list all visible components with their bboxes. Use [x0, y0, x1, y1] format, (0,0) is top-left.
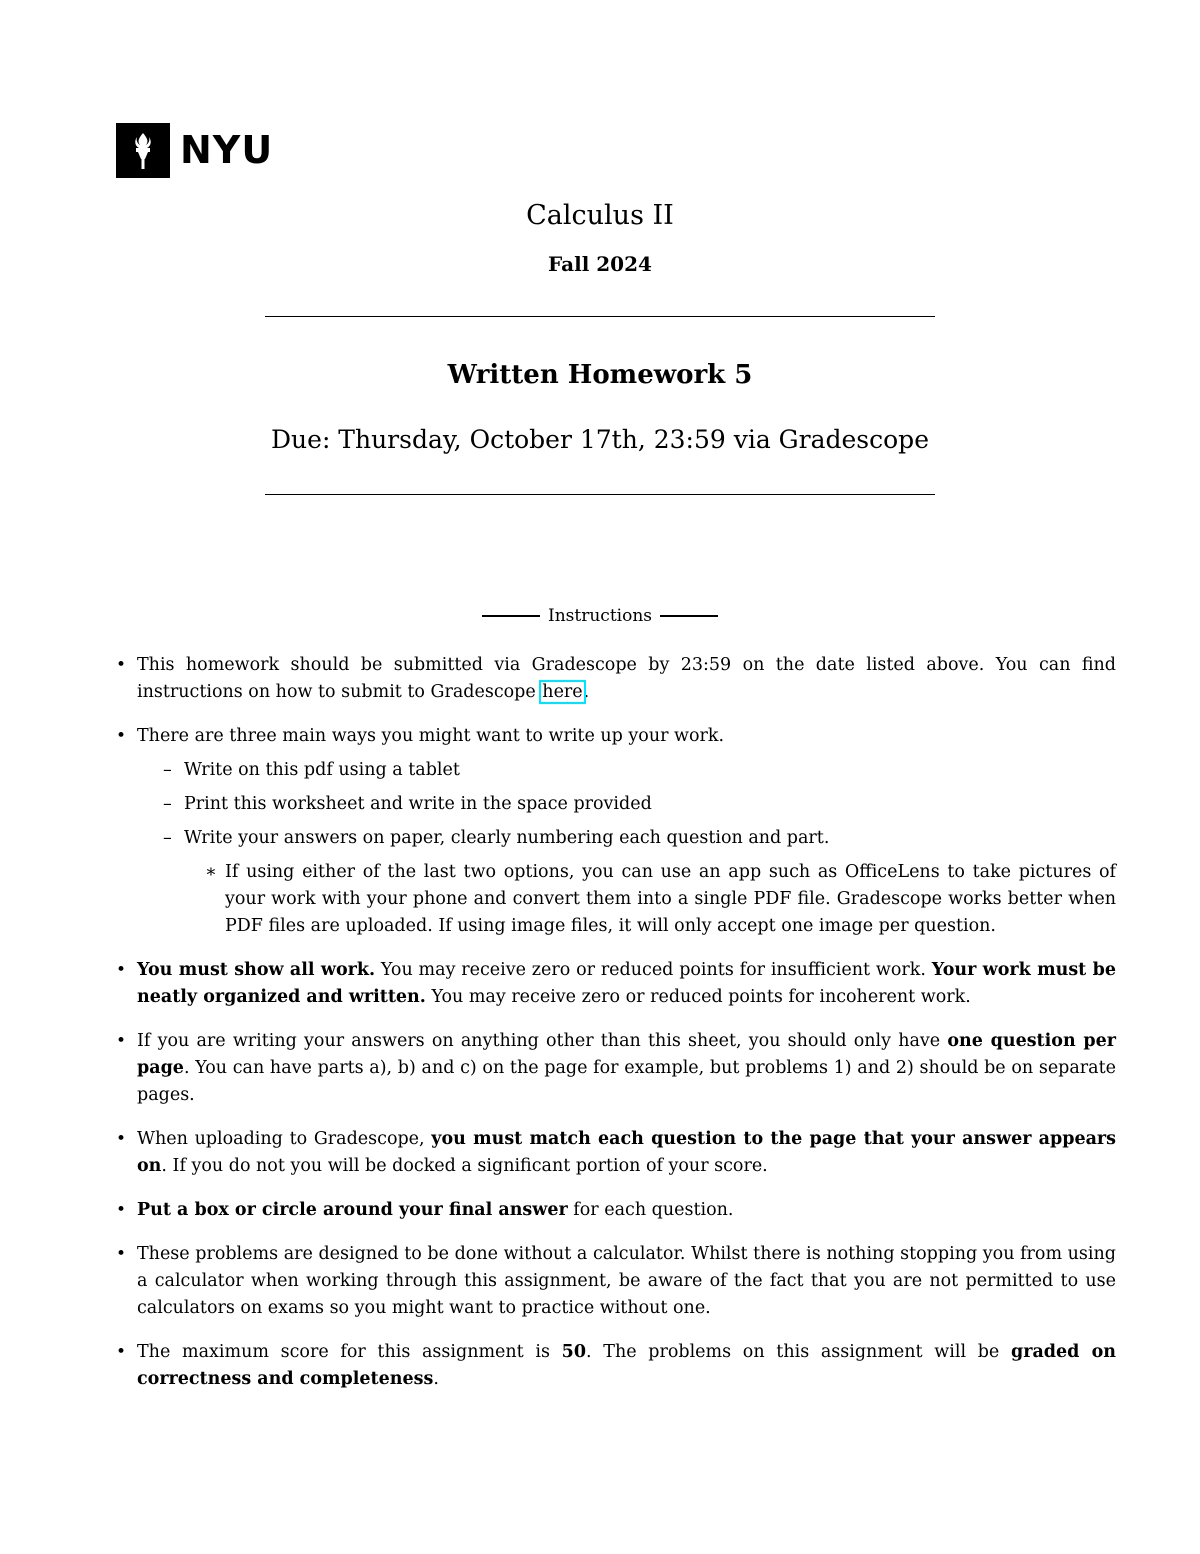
- emphasis-text: Your work must be neatly organized and written.: [137, 960, 1116, 1007]
- item-text: . The problems on this assignment will be: [586, 1342, 1011, 1362]
- instructions-list: [116, 652, 1116, 1410]
- item-text: This homework should be submitted via Gradescope by 23:59 on the date listed above. You can find instructions on how to submit to Gradescope: [137, 655, 1116, 702]
- item-text: . You can have parts a), b) and c) on the page for example, but problems 1) and 2) should be on separate pages.: [137, 1058, 1116, 1105]
- bullet-icon: •: [116, 655, 127, 675]
- bullet-icon: •: [116, 1244, 127, 1264]
- list-item: [116, 957, 1116, 1011]
- gradescope-instructions-link[interactable]: here: [542, 682, 583, 702]
- list-item: [116, 652, 1116, 706]
- dash-icon: –: [163, 794, 172, 814]
- term-label: Fall 2024: [548, 252, 652, 276]
- list-item: [116, 723, 1116, 940]
- divider-top: [265, 316, 935, 317]
- instructions-heading-text: Instructions: [548, 606, 652, 626]
- list-item: [116, 1028, 1116, 1109]
- assignment-title: Written Homework 5: [447, 360, 753, 390]
- list-item: [116, 1241, 1116, 1322]
- list-item: [116, 1339, 1116, 1393]
- emphasis-text: 50: [561, 1342, 587, 1362]
- bullet-icon: •: [116, 726, 127, 746]
- emphasis-text: Put a box or circle around your final answer: [137, 1200, 568, 1220]
- sub-sub-item-text: If using either of the last two options, you can use an app such as OfficeLens to take pictures of your work with your phone and convert them into a single PDF file. Gradescope works better when PDF files are uploaded. If using image files, it will only accept one image per question.: [225, 862, 1116, 936]
- sub-item-text: Print this worksheet and write in the space provided: [184, 794, 652, 814]
- emphasis-text: you must match each question to the page that your answer appears on: [137, 1129, 1116, 1176]
- bullet-icon: •: [116, 1129, 127, 1149]
- sub-item: [137, 825, 1116, 852]
- item-text: . If you do not you will be docked a significant portion of your score.: [161, 1156, 768, 1176]
- bullet-icon: •: [116, 1031, 127, 1051]
- sub-item-text: Write your answers on paper, clearly numbering each question and part.: [184, 828, 830, 848]
- divider-bottom: [265, 494, 935, 495]
- sub-item: [137, 757, 1116, 784]
- item-text: You may receive zero or reduced points for insufficient work.: [375, 960, 932, 980]
- heading-rule-right: [660, 615, 718, 617]
- due-date: Due: Thursday, October 17th, 23:59 via Gradescope: [271, 425, 929, 454]
- sub-sub-item: [137, 859, 1116, 940]
- sub-item: [137, 791, 1116, 818]
- bullet-icon: •: [116, 1342, 127, 1362]
- logo-text: NYU: [180, 128, 274, 172]
- list-item: [116, 1197, 1116, 1224]
- emphasis-text: You must show all work.: [137, 960, 376, 980]
- heading-rule-left: [482, 615, 540, 617]
- item-text: for each question.: [567, 1200, 734, 1220]
- item-text: When uploading to Gradescope,: [137, 1129, 432, 1149]
- dash-icon: –: [163, 828, 172, 848]
- nyu-logo: [116, 123, 273, 178]
- emphasis-text: graded on correctness and completeness: [137, 1342, 1117, 1389]
- bullet-icon: •: [116, 1200, 127, 1220]
- item-text: These problems are designed to be done without a calculator. Whilst there is nothing stopping you from using a calculator when working through this assignment, be aware of the fact that you are not permitted to use calculators on exams so you might want to practice without one.: [137, 1244, 1116, 1318]
- item-text: You may receive zero or reduced points for incoherent work.: [425, 987, 971, 1007]
- instructions-heading: [0, 606, 1200, 626]
- sub-item-text: Write on this pdf using a tablet: [184, 760, 460, 780]
- item-text: .: [433, 1369, 439, 1389]
- dash-icon: –: [163, 760, 172, 780]
- emphasis-text: one question per page: [137, 1031, 1116, 1078]
- torch-icon: [116, 123, 170, 178]
- item-text: There are three main ways you might want to write up your work.: [137, 726, 725, 746]
- item-text: The maximum score for this assignment is: [137, 1342, 562, 1362]
- list-item: [116, 1126, 1116, 1180]
- course-title: Calculus II: [526, 200, 674, 231]
- item-text: If you are writing your answers on anything other than this sheet, you should only have: [137, 1031, 948, 1051]
- asterisk-icon: ∗: [205, 862, 217, 882]
- item-text: .: [583, 682, 590, 702]
- bullet-icon: •: [116, 960, 127, 980]
